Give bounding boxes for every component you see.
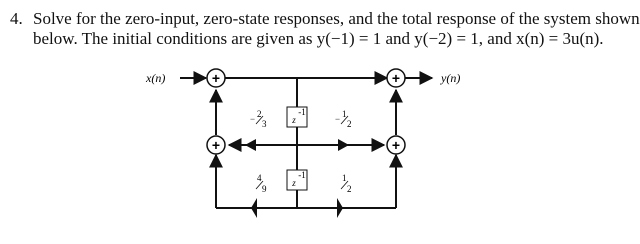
adder-left-lower-plus: + xyxy=(211,137,221,153)
coef-right-bottom-den: 2 xyxy=(347,184,352,194)
adder-output-plus: + xyxy=(391,70,401,86)
coef-left-bottom-num: 4 xyxy=(257,173,262,183)
problem-number: 4. xyxy=(10,9,23,28)
adder-right-lower-plus: + xyxy=(391,137,401,153)
delay-top-exp: -1 xyxy=(298,107,306,117)
delay-block-bottom xyxy=(287,170,307,190)
problem-text-line-1: Solve for the zero-input, zero-state responses, and the total response of the system shown xyxy=(33,9,640,28)
coef-left-top-den: 3 xyxy=(262,119,267,129)
gain-left-top-triangle xyxy=(245,139,256,151)
delay-block-top xyxy=(287,107,307,127)
coef-right-top-num: 1 xyxy=(342,109,347,119)
input-label: x(n) xyxy=(146,71,166,85)
adder-output xyxy=(387,69,405,87)
coef-right-top-sign: − xyxy=(335,114,341,124)
adder-right-lower xyxy=(387,136,405,154)
adder-input xyxy=(207,69,225,87)
adder-left-lower xyxy=(207,136,225,154)
coef-left-bottom-den: 9 xyxy=(262,184,267,194)
gain-right-bottom-triangle xyxy=(337,198,343,218)
delay-bottom-z: z xyxy=(292,178,296,188)
coef-right-bottom-num: 1 xyxy=(342,173,347,183)
coef-right-bottom xyxy=(341,173,352,194)
problem-text-line-2: below. The initial conditions are given as y(−1) = 1 and y(−2) = 1, and x(n) = 3u(n). xyxy=(33,29,604,48)
delay-top-z: z xyxy=(292,115,296,125)
coef-right-top xyxy=(335,109,352,129)
gain-left-bottom-triangle xyxy=(251,198,257,218)
output-label: y(n) xyxy=(441,71,461,85)
coef-right-top-den: 2 xyxy=(347,119,352,129)
coef-left-top xyxy=(250,109,267,129)
gain-right-top-triangle xyxy=(338,139,349,151)
coef-left-bottom xyxy=(256,173,267,194)
adder-input-plus: + xyxy=(211,70,221,86)
coef-left-top-num: 2 xyxy=(257,109,262,119)
coef-left-top-sign: − xyxy=(250,114,256,124)
delay-bottom-exp: -1 xyxy=(298,170,306,180)
